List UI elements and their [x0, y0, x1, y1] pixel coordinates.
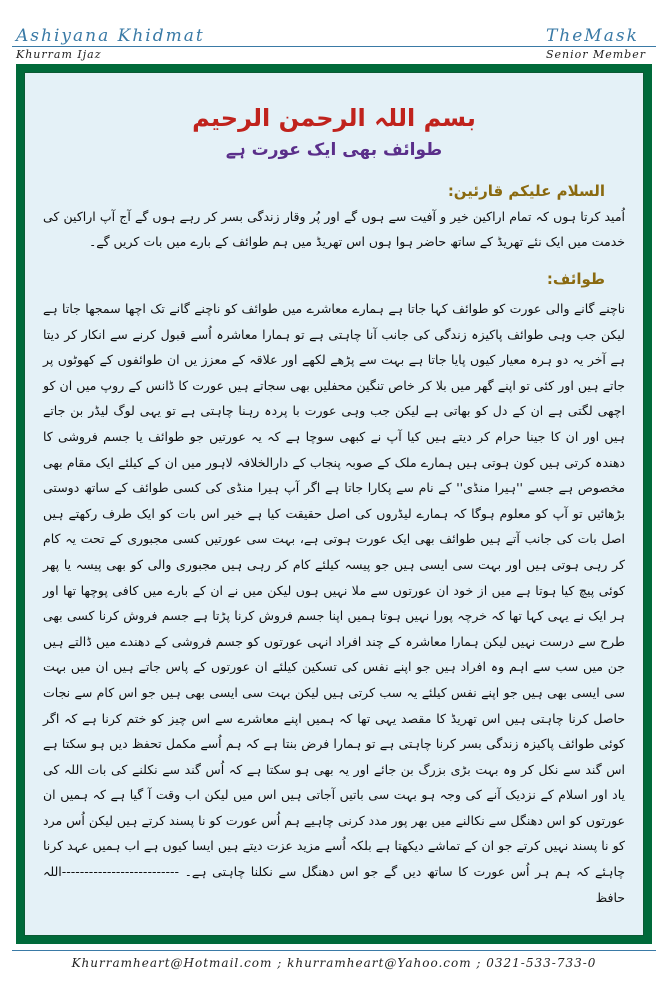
site-brand: Ashiyana Khidmat — [16, 26, 205, 46]
intro-paragraph: اُمید کرتا ہوں کہ تمام اراکین خیر و آفیت سے ہوں گے اور پُر وقار زندگی بسر کر رہے ہوں گے آج آپ اراکین کی خدمت میں ایک نئے تھریڈ کے ساتھ حاضر ہوا ہوں اس تھریڈ میں ہم طوائف کے بارے میں بات کریں گے۔ — [43, 209, 625, 249]
header-left — [16, 26, 205, 61]
post-frame — [16, 64, 652, 944]
header-right — [546, 26, 646, 61]
user-rank: Senior Member — [545, 48, 646, 61]
user-handle: TheMask — [545, 26, 639, 46]
post-panel — [24, 72, 644, 936]
post-title: طوائف بھی ایک عورت ہے — [225, 140, 443, 160]
header-divider — [12, 46, 656, 47]
greeting: السلام علیکم قارئین: — [447, 182, 605, 200]
footer-divider — [12, 950, 656, 951]
section-heading: طوائف: — [546, 270, 605, 288]
body-paragraph: ناچنے گانے والی عورت کو طوائف کہا جاتا ہے ہمارے معاشرے میں طوائف کو ناچنے گانے تک اچھا سمجھا جاتا ہے لیکن جب وہی طوائف پاکیزہ زندگی کی جانب آنا چاہتی ہے تو ہمارا معاشرہ اُسے قبول کرنے سے انکار کر دیتا ہے آخر یہ دو ہرہ معیار کیوں پایا جاتا ہے بہت سے پڑھے لکھے اور علاقہ کے معزز یں ان طوائفوں کے کھوٹوں پر جاتے ہیں اور کئی تو اپنے گھر میں بلا کر خاص تنگین محفلیں بھی سجاتے ہیں عورت کا ڈانس کے روپ میں ان کو اچھی لگتی ہے ان کے دل کو بھاتی ہے لیکن جب وہی عورت با پردہ رہنا چاہتی ہے تو یہی لوگ لیڈر بن جاتے ہیں اور ان کا جینا حرام کر دیتے ہیں کیا آپ نے کبھی سوچا ہے کہ یہ عورتیں جو طوائف یا جسم فروشی کا دھندہ کرتی ہیں کون ہوتی ہیں ہمارے ملک کے صوبہ پنجاب کے دارالخلافہ لاہور میں ان کے کیلئے ایک مقام بھی مخصوص ہے جسے ''ہیرا منڈی'' کے نام سے پکارا جاتا ہے اگر آپ ہیرا منڈی کی کسی طوائف کے ساتھ دوستی بڑھائیں تو آپ کو معلوم ہوگا کہ ہمارے لیڈروں کی اصل حقیقت کیا ہے خیر اس بات کو ایک طرف رکھتے ہیں اصل بات کی جانب آتے ہیں طوائف بھی ایک عورت ہوتی ہے، بہت سی عورتیں کسی مجبوری کے تحت یہ کام کر رہی ہوتی ہیں اور بہت سی ایسی ہیں جو پیسہ کیلئے کام کر رہی ہیں مجبوری والی کو بھی پیسہ یا پھر کوئی پیچ کیا ہوتا ہے میں از خود ان عورتوں سے ملا نہیں ہوں لیکن میں نے ان کے بارے میں کافی پوچھا تھا اور ہر ایک نے یہی کہا تھا کہ خرچہ پورا نہیں ہوتا ہمیں اپنا جسم فروش کرنا پڑتا ہے جسم فروش کرنا کسی بھی طرح سے درست نہیں لیکن ہمارا معاشرہ کے چند افراد انہی عورتوں کو جسم فروشی کے دھندے میں ڈالتے ہیں جن میں سب سے اہم وہ افراد ہیں جو اپنے نفس کی تسکین کیلئے ان عورتوں کے پاس جاتے ہیں ان میں بہت سی ایسی بھی ہیں جو اپنے نفس کیلئے یہ سب کرتی ہیں لیکن بہت سی ایسی بھی ہیں جو اس کام سے نجات حاصل کرنا چاہتی ہیں اس تھریڈ کا مقصد یہی تھا کہ ہمیں اپنے معاشرے سے اس چیز کو ختم کرنا ہے کہ اگر کوئی طوائف پاکیزہ زندگی بسر کرنا چاہتی ہے تو ہمارا فرض بنتا ہے کہ ہم اُسے مکمل تحفظ دیں ہو سکتا ہے اس گند سے نکل کر وہ بہت بڑی بزرگ بن جائے اور یہ بھی ہو سکتا ہے کہ اُس گند سے نکلنے کی بات اللہ کی یاد اور اسلام کے نزدیک آنے کی وجہ ہو بہت سی باتیں آجاتی ہیں اس میں لیکن اب وقت آ گیا ہے کہ ہمیں ان عورتوں کو اس دھنگل سے نکالنے میں بھر پور مدد کرنی چاہیے ہم اُس عورت کو نا پسند کرتے ہیں لیکن اُس مرد کو نا پسند نہیں کرتے جو ان کے تماشے دیکھتا ہے بلکہ اُسے مزید عزت دیتے ہیں ایسا کیوں ہے اب ہمیں عہد کرنا چاہئے کہ ہم ہر اُس عورت کا ساتھ دیں گے جو اس دھنگل سے نکلنا چاہتی ہے۔ --------------------------اللہ حافظ — [43, 301, 625, 905]
contact-footer: Khurramheart@Hotmail.com ; khurramheart@Yahoo.com ; 0321-533-733-0 — [71, 956, 597, 970]
author-name: Khurram Ijaz — [16, 48, 102, 61]
bismillah-heading: بسم اللہ الرحمن الرحیم — [192, 104, 476, 132]
